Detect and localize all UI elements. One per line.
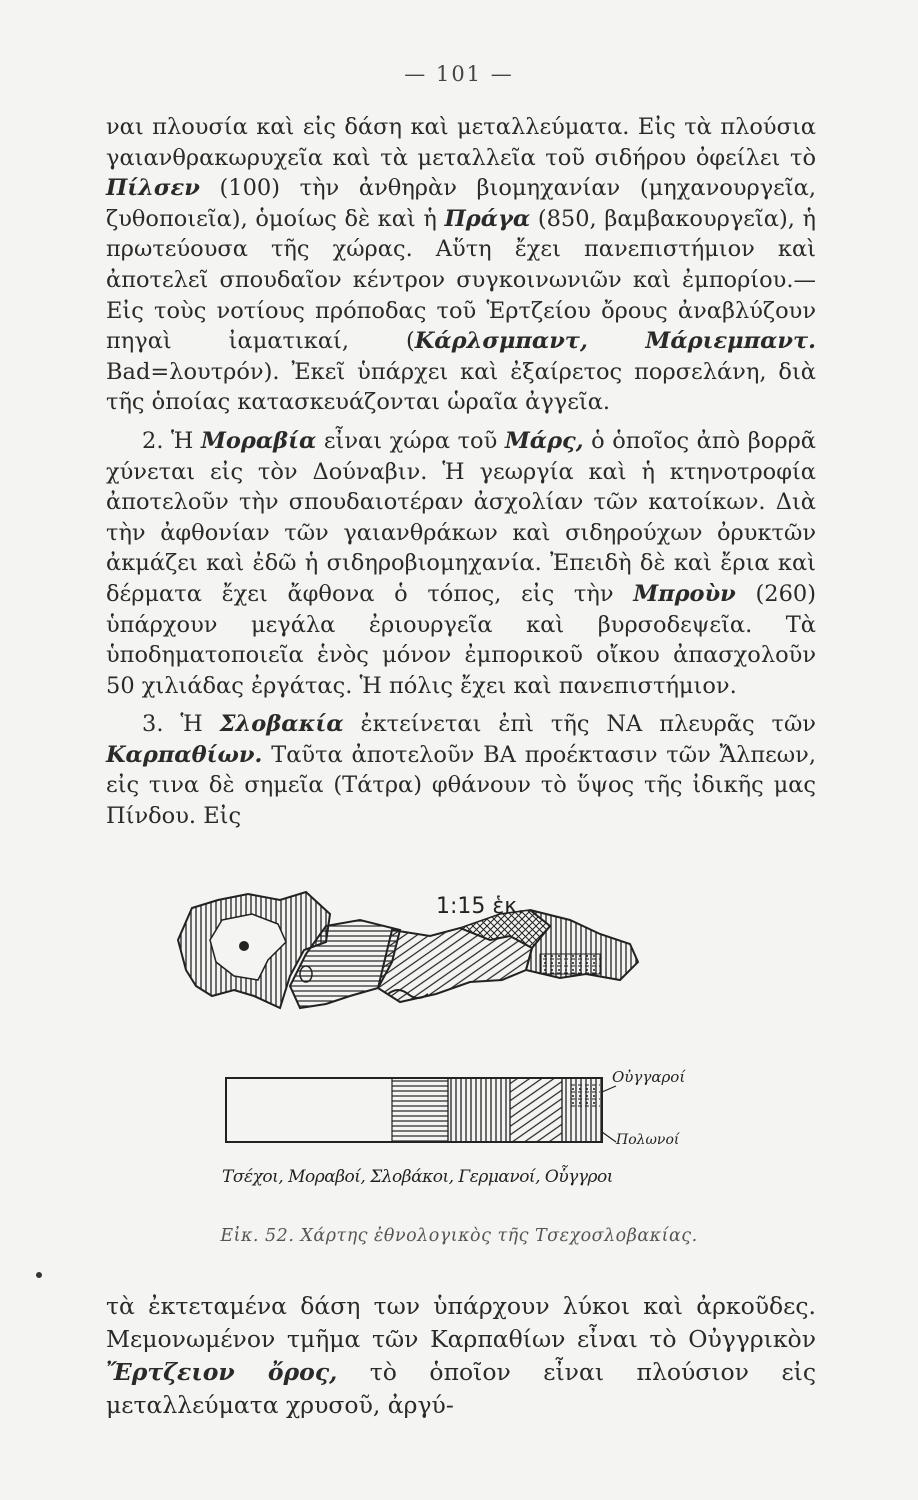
main-text bbox=[106, 112, 816, 832]
legend-nationalities: Τσέχοι, Μοραβοί, Σλοβάκοι, Γερμανοί, Οὗγγροι bbox=[222, 1167, 613, 1187]
legend-poles: Πολωνοί bbox=[616, 1132, 680, 1148]
place-brno: Μπροὺν bbox=[633, 580, 736, 607]
margin-dot bbox=[36, 1272, 42, 1278]
map-drawing bbox=[130, 870, 770, 1215]
continuation-text bbox=[106, 1290, 816, 1422]
term-ertzeion: Ἔρτζειον ὄρος, bbox=[106, 1358, 338, 1386]
term-slovakia: Σλοβακία bbox=[219, 711, 344, 738]
legend-hungarians: Οὐγγαροί bbox=[612, 1068, 686, 1086]
paragraph-end: τὰ ἐκτεταμένα δάση των ὑπάρχουν λύκοι καὶ ἀρκοῦδες. Μεμονωμένον τμῆμα τῶν Καρπαθίων εἶναι τὸ Οὐγγρικὸν Ἔρτζειον ὄρος, τὸ ὁποῖον εἶναι πλούσιον εἰς μεταλλεύματα χρυσοῦ, ἀργύ- bbox=[106, 1292, 816, 1419]
paragraph-moravia: 2. Ἡ Μοραβία εἶναι χώρα τοῦ Μάρς, ὁ ὁποῖος ἀπὸ βορρᾶ χύνεται εἰς τὸν Δούναβιν. Ἡ γεωργία καὶ ἡ κτηνοτροφία ἀποτελοῦν τὴν σπουδαιοτέραν ἀσχολίαν τῶν κατοίκων. Διὰ τὴν ἀφθονίαν τῶν γαιανθράκων καὶ σιδηρούχων ὀρυκτῶν ἀκμάζει καὶ ἐδῶ ἡ σιδηροβιομηχανία. Ἐπειδὴ δὲ καὶ ἔρια καὶ δέρματα ἔχει ἄφθονα ὁ τόπος, εἰς τὴν Μπροὺν (260) ὑπάρχουν μεγάλα ἐριουργεῖα καὶ βυρσοδεψεῖα. Τὰ ὑποδηματοποιεῖα ἑνὸς μόνον ἐμπορικοῦ οἴκου ἀπασχολοῦν 50 χιλιάδας ἐργάτας. Ἡ πόλις ἔχει καὶ πανεπιστήμιον. bbox=[106, 427, 816, 699]
place-spas: Κάρλσμπαντ, Μάριεμπαντ. bbox=[414, 328, 816, 355]
place-pilsen: Πίλσεν bbox=[106, 175, 200, 202]
place-praha: Πράγα bbox=[444, 205, 531, 232]
ethnographic-map-figure bbox=[130, 870, 770, 1215]
paragraph-intro: ναι πλουσία καὶ εἰς δάση καὶ μεταλλεύματα. Εἰς τὰ πλούσια γαιανθρακωρυχεῖα καὶ τὰ μεταλλεῖα τοῦ σιδήρου ὀφείλει τὸ Πίλσεν (100) τὴν ἀνθηρὰν βιομηχανίαν (μηχανουργεῖα, ζυθοποιεῖα), ὁμοίως δὲ καὶ ἡ Πράγα (850, βαμβακουργεῖα), ἡ πρωτεύουσα τῆς χώρας. Αὕτη ἔχει πανεπιστήμιον καὶ ἀποτελεῖ σπουδαῖον κέντρον συγκοινωνιῶν καὶ ἐμπορίου.—Εἰς τοὺς νοτίους πρόποδας τοῦ Ἑρτζείου ὄρους ἀναβλύζουν πηγαὶ ἰαματικαί, (Κάρλσμπαντ, Μάριεμπαντ. Bad=λουτρόν). Ἐκεῖ ὑπάρχει καὶ ἐξαίρετος πορσελάνη, διὰ τῆς ὁποίας κατασκευάζονται ὡραῖα ἀγγεῖα. bbox=[106, 114, 817, 416]
page-number: — 101 — bbox=[404, 62, 514, 86]
scale-label: 1:15 ἑκ. bbox=[436, 894, 525, 919]
river-march: Μάρς, bbox=[504, 427, 584, 454]
paragraph-slovakia: 3. Ἡ Σλοβακία ἐκτείνεται ἐπὶ τῆς ΝΑ πλευρᾶς τῶν Καρπαθίων. Ταῦτα ἀποτελοῦν ΒΑ προέκτασιν τῶν Ἄλπεων, εἰς τινα δὲ σημεῖα (Τάτρα) φθάνουν τὸ ὕψος τῆς ἰδικῆς μας Πίνδου. Εἰς bbox=[106, 711, 816, 830]
term-carpathians: Καρπαθίων. bbox=[106, 741, 263, 768]
term-moravia: Μοραβία bbox=[200, 427, 317, 454]
figure-caption: Εἰκ. 52. Χάρτης ἐθνολογικὸς τῆς Τσεχοσλοβακίας. bbox=[220, 1226, 698, 1246]
